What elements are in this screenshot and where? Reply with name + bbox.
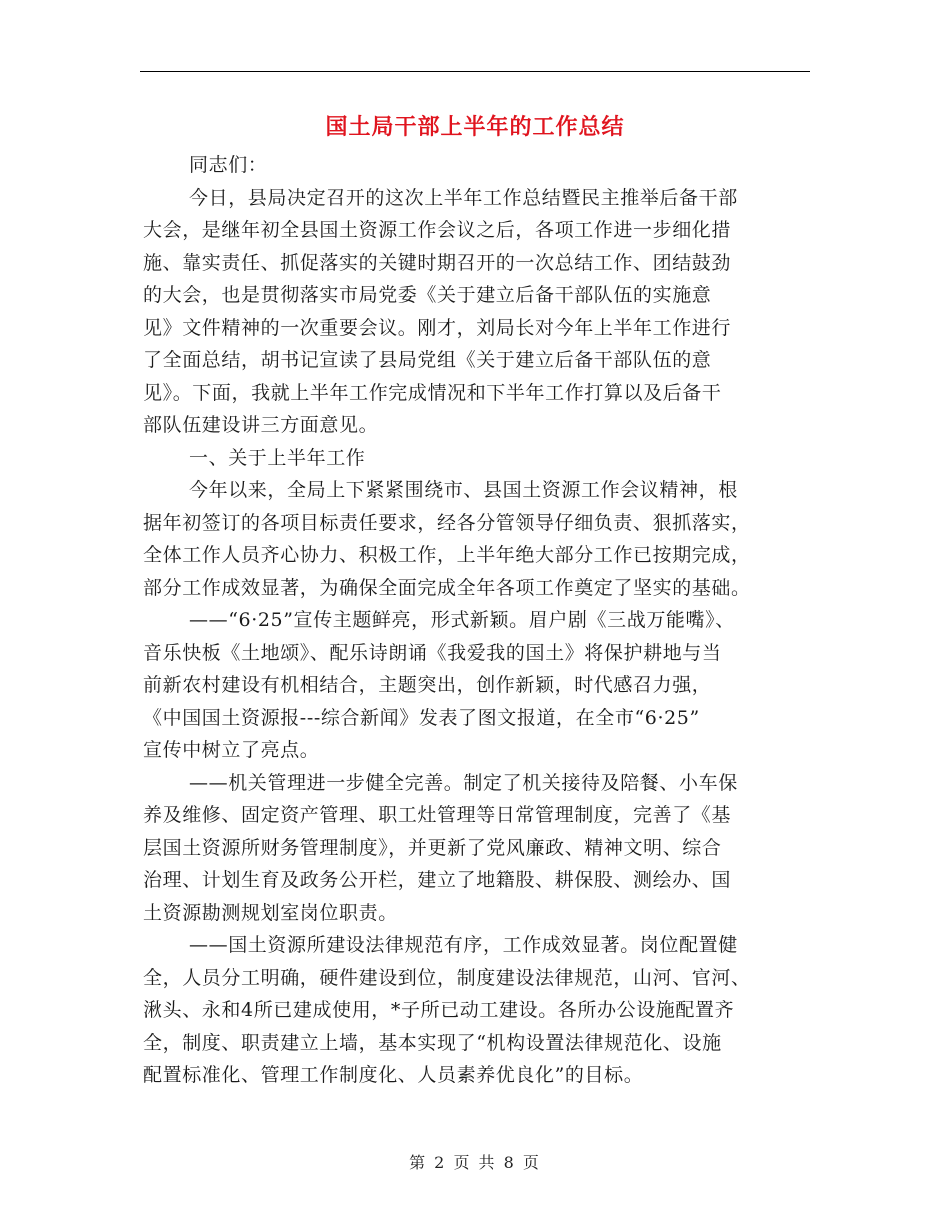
page-number: 第 2 页 共 8 页 — [409, 1153, 541, 1172]
body-line: 全，人员分工明确，硬件建设到位，制度建设法律规范，山河、官河、 — [143, 966, 751, 989]
body-line: 《中国国土资源报---综合新闻》发表了图文报道，在全市“6·25” — [143, 706, 700, 729]
body-line: 湫头、永和4所已建成使用，*子所已动工建设。各所办公设施配置齐 — [143, 999, 735, 1021]
body-line: 部分工作成效显著，为确保全面完成全年各项工作奠定了坚实的基础。 — [143, 576, 751, 599]
body-line: 治理、计划生育及政务公开栏，建立了地籍股、耕保股、测绘办、国 — [143, 869, 732, 891]
body-line: 今日，县局决定召开的这次上半年工作总结暨民主推举后备干部 — [189, 186, 738, 209]
body-line: 了全面总结，胡书记宣读了县局党组《关于建立后备干部队伍的意 — [143, 349, 712, 371]
header-rule — [140, 71, 810, 72]
body-line: 土资源勘测规划室岗位职责。 — [143, 901, 398, 924]
body-line: 同志们： — [189, 154, 268, 176]
body-line: 今年以来，全局上下紧紧围绕市、县国土资源工作会议精神，根 — [189, 479, 738, 501]
body-line: 配置标准化、管理工作制度化、人员素养优良化”的目标。 — [143, 1064, 644, 1086]
body-line: ——机关管理进一步健全完善。制定了机关接待及陪餐、小车保 — [189, 771, 738, 794]
body-line: 见》。下面，我就上半年工作完成情况和下半年工作打算以及后备干 — [143, 381, 722, 404]
document-title: 国土局干部上半年的工作总结 — [325, 114, 625, 140]
body-line: 宣传中树立了亮点。 — [143, 739, 320, 761]
body-line: ——“6·25”宣传主题鲜亮，形式新颖。眉户剧《三战万能嘴》、 — [189, 609, 735, 631]
body-line: 全，制度、职责建立上墙，基本实现了“机构设置法律规范化、设施 — [143, 1031, 722, 1054]
body-line: 前新农村建设有机相结合，主题突出，创作新颖，时代感召力强， — [143, 674, 712, 696]
body-line: 大会，是继年初全县国土资源工作会议之后，各项工作进一步细化措 — [143, 219, 732, 241]
body-line: 音乐快板《土地颂》、配乐诗朗诵《我爱我的国土》将保护耕地与当 — [143, 641, 722, 664]
body-line: 层国土资源所财务管理制度》，并更新了党风廉政、精神文明、综合 — [143, 836, 722, 859]
body-line: 一、关于上半年工作 — [189, 446, 366, 469]
body-line: 的大会，也是贯彻落实市局党委《关于建立后备干部队伍的实施意 — [143, 284, 712, 306]
body-line: 据年初签订的各项目标责任要求，经各分管领导仔细负责、狠抓落实， — [143, 511, 751, 534]
body-line: 全体工作人员齐心协力、积极工作，上半年绝大部分工作已按期完成， — [143, 544, 751, 566]
body-line: 施、靠实责任、抓促落实的关键时期召开的一次总结工作、团结鼓劲 — [143, 251, 732, 274]
body-line: 养及维修、固定资产管理、职工灶管理等日常管理制度，完善了《基 — [143, 804, 732, 826]
document-body — [143, 149, 811, 1092]
body-line: 部队伍建设讲三方面意见。 — [143, 414, 379, 436]
body-line: 见》文件精神的一次重要会议。刚才，刘局长对今年上半年工作进行 — [143, 316, 732, 339]
body-line: ——国土资源所建设法律规范有序，工作成效显著。岗位配置健 — [189, 934, 738, 956]
